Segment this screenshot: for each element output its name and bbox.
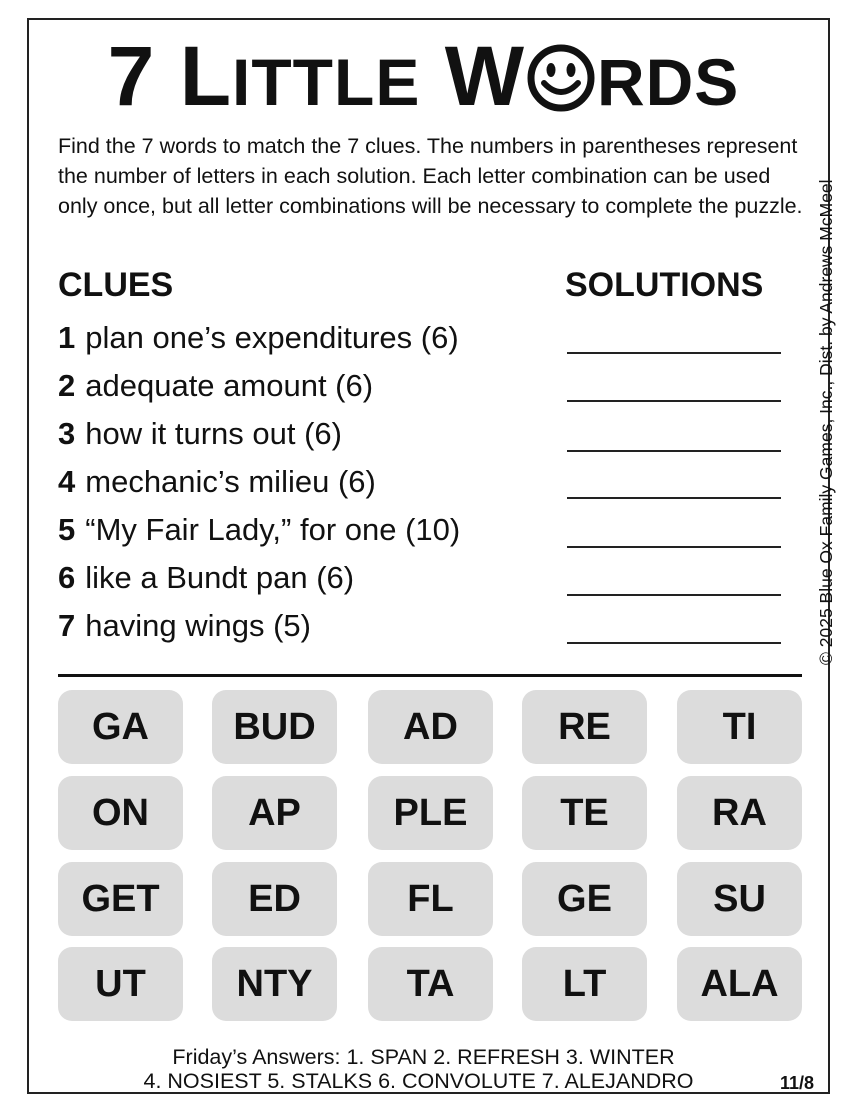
letter-tile[interactable]: PLE [368,776,493,850]
clue-text: how it turns out (6) [85,416,342,451]
clue-item [58,368,373,404]
letter-tile[interactable]: FL [368,862,493,936]
solution-line-4[interactable] [567,497,781,499]
clue-text: “My Fair Lady,” for one (10) [85,512,461,547]
letter-tile[interactable]: AD [368,690,493,764]
clue-number: 7 [58,608,76,643]
clue-item [58,416,342,452]
letter-tile[interactable]: GA [58,690,183,764]
copyright-credit: © 2025 Blue Ox Family Games, Inc., Dist. by Andrews McMeel [816,179,836,665]
letter-tile[interactable]: BUD [212,690,337,764]
clue-number: 4 [58,464,76,499]
clue-number: 2 [58,368,76,403]
letter-tile[interactable]: TA [368,947,493,1021]
solution-line-2[interactable] [567,400,781,402]
clues-heading: CLUES [58,266,174,304]
puzzle-date: 11/8 [780,1073,815,1093]
clue-item [58,512,460,548]
title-words-first: W [444,29,525,123]
letter-tile[interactable]: ALA [677,947,802,1021]
solution-line-5[interactable] [567,546,781,548]
clue-text: adequate amount (6) [85,368,374,403]
previous-answers-line-2: 4. NOSIEST 5. STALKS 6. CONVOLUTE 7. ALEJANDRO [143,1069,694,1093]
title-little-first: L [179,29,233,123]
letter-tile[interactable]: AP [212,776,337,850]
solution-line-3[interactable] [567,450,781,452]
letter-tile[interactable]: RE [522,690,647,764]
letter-tile[interactable]: ON [58,776,183,850]
clue-text: plan one’s expenditures (6) [85,320,459,355]
instructions-text: Find the 7 words to match the 7 clues. The numbers in parentheses represent the number of letters in each solution. Each letter combination can be used only once, but all letter combinations will be necessary to complete the puzzle. [58,134,803,218]
letter-tile[interactable]: TE [522,776,647,850]
clue-text: like a Bundt pan (6) [85,560,355,595]
clue-item [58,560,354,596]
solutions-heading: SOLUTIONS [565,266,764,304]
clue-number: 3 [58,416,76,451]
clue-text: having wings (5) [85,608,311,643]
solution-line-6[interactable] [567,594,781,596]
letter-tile[interactable]: RA [677,776,802,850]
solution-line-1[interactable] [567,352,781,354]
title-little-rest: ITTLE [232,45,421,119]
letter-tile[interactable]: NTY [212,947,337,1021]
letter-tile[interactable]: TI [677,690,802,764]
letter-tile[interactable]: GET [58,862,183,936]
letter-tile[interactable]: UT [58,947,183,1021]
section-divider [58,674,802,677]
solution-line-7[interactable] [567,642,781,644]
clue-item [58,320,459,356]
clue-number: 6 [58,560,76,595]
clue-text: mechanic’s milieu (6) [85,464,376,499]
clue-number: 1 [58,320,76,355]
letter-tile[interactable]: LT [522,947,647,1021]
clue-item [58,608,311,644]
clue-item [58,464,376,500]
letter-tile[interactable]: SU [677,862,802,936]
previous-answers-line-1: Friday’s Answers: 1. SPAN 2. REFRESH 3. WINTER [172,1045,675,1069]
puzzle-title [0,29,847,123]
title-number: 7 [107,29,180,123]
letter-tile[interactable]: ED [212,862,337,936]
title-words-rest: RDS [596,45,740,119]
smiley-icon [526,43,596,113]
clue-number: 5 [58,512,76,547]
letter-tile[interactable]: GE [522,862,647,936]
